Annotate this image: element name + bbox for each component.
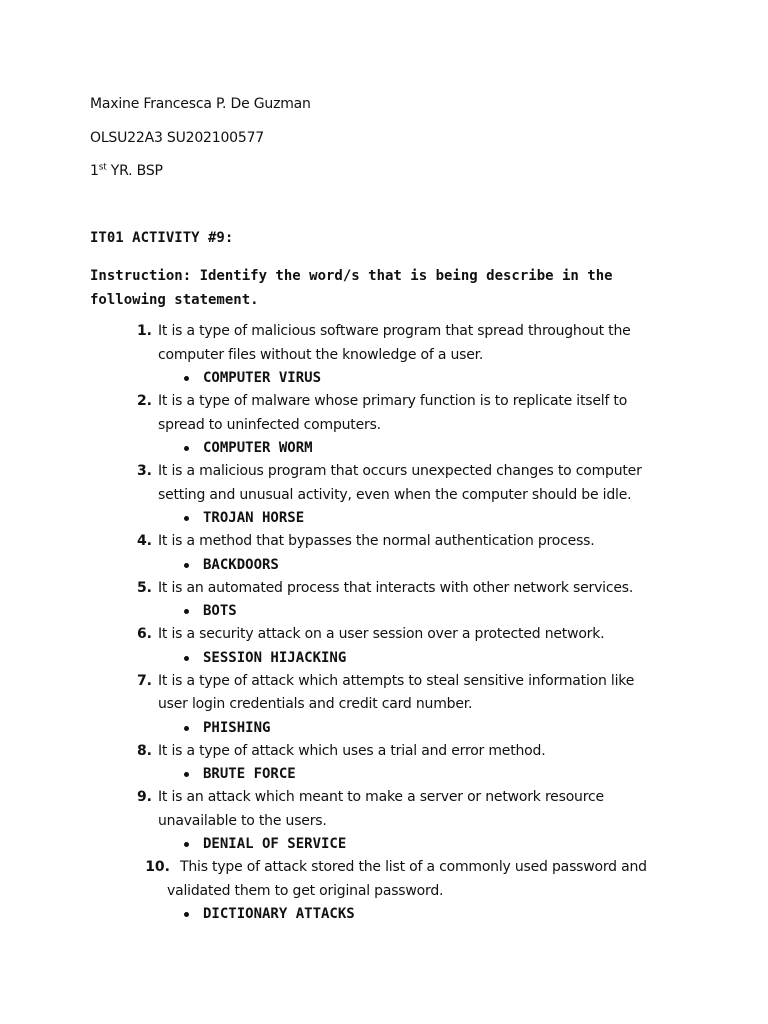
question-number: 4. <box>136 533 152 549</box>
question-row <box>0 740 768 764</box>
question-row <box>0 623 768 647</box>
question-number: 9. <box>136 789 152 805</box>
question-text: It is a type of attack which uses a trial and error method. <box>158 742 546 759</box>
list-item <box>0 460 768 530</box>
answer-text: BACKDOORS <box>203 556 279 573</box>
list-item <box>0 530 768 577</box>
student-name: Maxine Francesca P. De Guzman <box>90 96 311 112</box>
question-list <box>0 320 768 926</box>
answer-text: SESSION HIJACKING <box>203 649 347 666</box>
question-row <box>0 320 768 367</box>
question-row <box>0 670 768 717</box>
answer-text: PHISHING <box>203 719 271 736</box>
bullet-icon <box>184 656 189 661</box>
question-row <box>0 786 768 833</box>
answer-text: COMPUTER VIRUS <box>203 370 322 386</box>
question-number: 6. <box>136 626 152 642</box>
activity-title: IT01 ACTIVITY #9: <box>90 230 234 246</box>
bullet-icon <box>184 772 189 777</box>
answer-text: COMPUTER WORM <box>203 440 313 456</box>
answer-row <box>0 903 768 926</box>
answer-row <box>0 647 768 670</box>
question-text: It is an automated process that interacts with other network services. <box>158 579 634 596</box>
answer-row <box>0 763 768 786</box>
answer-row <box>0 717 768 740</box>
question-row <box>0 460 768 507</box>
answer-row <box>0 437 768 460</box>
instruction-text: Instruction: Identify the word/s that is being describe in the following statement. <box>90 268 613 308</box>
question-number: 1. <box>136 323 152 339</box>
year-superscript: st <box>98 162 107 173</box>
question-text: It is a method that bypasses the normal authentication process. <box>158 533 595 549</box>
list-item <box>0 856 768 926</box>
question-text: It is an attack which meant to make a server or network resource unavailable to the users. <box>158 789 604 829</box>
answer-row <box>0 554 768 577</box>
answer-text: DICTIONARY ATTACKS <box>203 906 355 922</box>
question-text: It is a type of malware whose primary function is to replicate itself to spread to uninfected computers. <box>158 393 628 433</box>
list-item <box>0 740 768 787</box>
answer-text: BRUTE FORCE <box>203 766 296 782</box>
year-level <box>90 163 163 179</box>
question-text: It is a malicious program that occurs unexpected changes to computer setting and unusual activity, even when the computer should be idle. <box>158 463 642 503</box>
bullet-icon <box>184 726 189 731</box>
bullet-icon <box>184 446 189 451</box>
question-number: 7. <box>136 672 152 689</box>
list-item <box>0 390 768 460</box>
question-row <box>0 856 768 903</box>
list-item <box>0 577 768 624</box>
question-number: 5. <box>136 579 152 596</box>
bullet-icon <box>184 376 189 381</box>
question-row <box>0 390 768 437</box>
bullet-icon <box>184 842 189 847</box>
question-text: It is a security attack on a user session over a protected network. <box>158 626 605 642</box>
answer-row <box>0 833 768 856</box>
bullet-icon <box>184 912 189 917</box>
question-number: 2. <box>136 393 152 409</box>
question-number: 3. <box>136 463 152 479</box>
question-text: It is a type of attack which attempts to steal sensitive information like user login credentials and credit card number. <box>158 672 635 712</box>
answer-row <box>0 600 768 623</box>
bullet-icon <box>184 609 189 614</box>
list-item <box>0 320 768 390</box>
list-item <box>0 670 768 740</box>
list-item <box>0 623 768 670</box>
list-item <box>0 786 768 856</box>
year-prefix: 1 <box>90 163 99 179</box>
answer-text: TROJAN HORSE <box>203 510 305 526</box>
answer-text: DENIAL OF SERVICE <box>203 836 347 852</box>
question-number: 10. <box>145 859 170 875</box>
bullet-icon <box>184 563 189 568</box>
question-row <box>0 577 768 601</box>
year-suffix: YR. BSP <box>106 163 163 179</box>
bullet-icon <box>184 516 189 521</box>
answer-row <box>0 507 768 530</box>
answer-row <box>0 367 768 390</box>
question-row <box>0 530 768 554</box>
question-text: It is a type of malicious software program that spread throughout the computer files without the knowledge of a user. <box>158 323 631 363</box>
question-number: 8. <box>136 742 152 759</box>
question-text: This type of attack stored the list of a commonly used password and validated them to get original password. <box>167 859 647 899</box>
answer-text: BOTS <box>203 603 237 619</box>
student-id-line: OLSU22A3 SU202100577 <box>90 130 265 146</box>
